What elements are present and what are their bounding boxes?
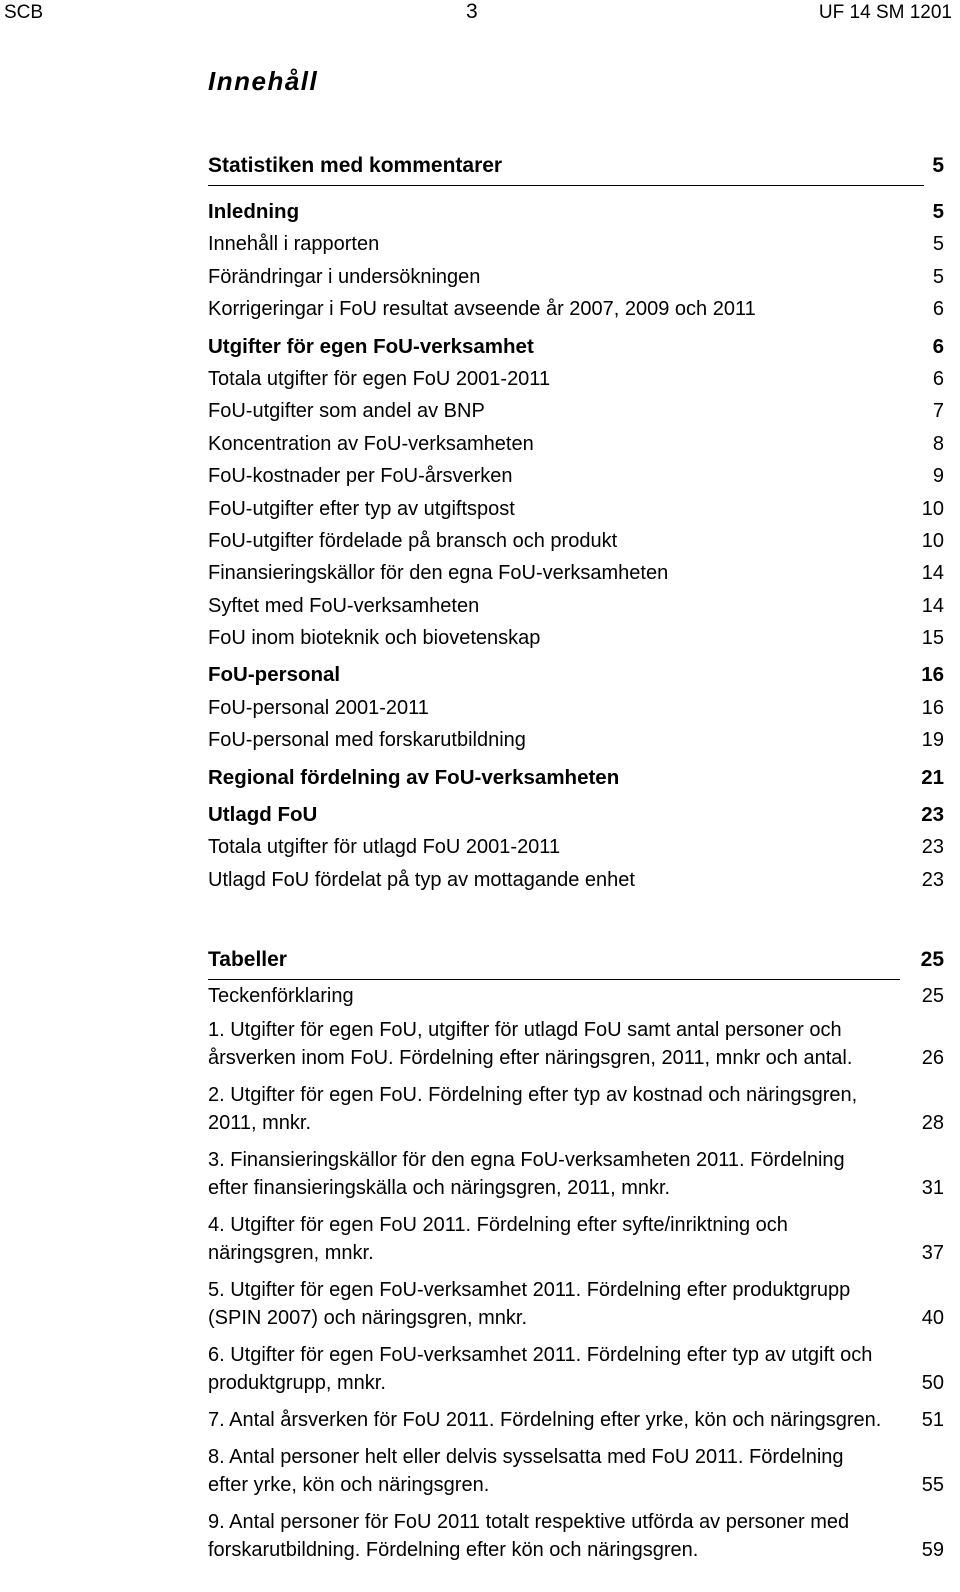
toc-title: Innehåll bbox=[208, 66, 319, 96]
toc-entry-label: FoU inom bioteknik och biovetenskap bbox=[208, 627, 541, 650]
table-entry[interactable] bbox=[208, 1211, 944, 1267]
toc-entry[interactable] bbox=[208, 460, 944, 492]
toc-entry[interactable] bbox=[208, 831, 944, 863]
table-entry-label: 8. Antal personer helt eller delvis sysselsatta med FoU 2011. Fördelning efter yrke, kön och näringsgren. bbox=[208, 1446, 844, 1496]
toc-entry-label: Inledning bbox=[208, 200, 300, 223]
table-entry[interactable] bbox=[208, 1443, 944, 1499]
toc-entry-page: 10 bbox=[921, 529, 944, 552]
table-entry-page: 59 bbox=[921, 1539, 944, 1561]
toc-entry-label: Koncentration av FoU-verksamheten bbox=[208, 432, 534, 455]
table-entries bbox=[208, 982, 944, 1573]
toc-entry-label: FoU-kostnader per FoU-årsverken bbox=[208, 465, 513, 488]
toc-entry[interactable] bbox=[208, 762, 944, 794]
header-publisher: SCB bbox=[4, 2, 44, 23]
table-entry-page: 51 bbox=[921, 1409, 944, 1431]
section-heading-page: 5 bbox=[932, 154, 944, 177]
table-entry-label: 7. Antal årsverken för FoU 2011. Fördelning efter yrke, kön och näringsgren. bbox=[208, 1409, 882, 1431]
table-entry-label: 4. Utgifter för egen FoU 2011. Fördelning efter syfte/inriktning och näringsgren, mnkr. bbox=[208, 1214, 788, 1264]
header-report-id: UF 14 SM 1201 bbox=[818, 2, 952, 23]
toc-entry-label: Förändringar i undersökningen bbox=[208, 265, 481, 288]
toc-entry-label: FoU-personal med forskarutbildning bbox=[208, 729, 526, 752]
toc-entry-page: 10 bbox=[921, 497, 944, 520]
heading-rule bbox=[208, 185, 924, 186]
toc-entry[interactable] bbox=[208, 428, 944, 460]
table-entry[interactable] bbox=[208, 1146, 944, 1202]
section-heading-page: 25 bbox=[920, 948, 944, 971]
toc-entry-page: 5 bbox=[932, 265, 944, 288]
toc-entry[interactable] bbox=[208, 395, 944, 427]
table-entry[interactable] bbox=[208, 1081, 944, 1137]
toc-entry-page: 23 bbox=[921, 836, 944, 859]
table-entry-page: 37 bbox=[921, 1242, 944, 1264]
table-entry[interactable] bbox=[208, 1016, 944, 1072]
table-entry[interactable] bbox=[208, 1508, 944, 1564]
table-entry-label: 3. Finansieringskällor för den egna FoU-verksamheten 2011. Fördelning efter finansieringskälla och näringsgren, 2011, mnkr. bbox=[208, 1149, 845, 1199]
toc-entry-page: 5 bbox=[932, 200, 944, 223]
toc-entry[interactable] bbox=[208, 692, 944, 724]
toc-entry[interactable] bbox=[208, 622, 944, 654]
toc-entry[interactable] bbox=[208, 331, 944, 363]
toc-entry-label: FoU-personal 2001-2011 bbox=[208, 696, 429, 719]
toc-entry[interactable] bbox=[208, 261, 944, 293]
toc-entry-label: FoU-utgifter som andel av BNP bbox=[208, 400, 485, 423]
toc-entry-page: 6 bbox=[932, 367, 944, 390]
table-entry-label: 9. Antal personer för FoU 2011 totalt respektive utförda av personer med forskarutbildning. Fördelning efter kön och näringsgren. bbox=[208, 1511, 850, 1561]
toc-entry-label: Syftet med FoU-verksamheten bbox=[208, 594, 480, 617]
toc-entry-label: Korrigeringar i FoU resultat avseende år 2007, 2009 och 2011 bbox=[208, 298, 756, 321]
toc-entry[interactable] bbox=[208, 724, 944, 756]
toc-entry-label: Finansieringskällor för den egna FoU-verksamheten bbox=[208, 562, 669, 585]
table-entry-label: 6. Utgifter för egen FoU-verksamhet 2011. Fördelning efter typ av utgift och produktgrupp, mnkr. bbox=[208, 1344, 873, 1394]
section-heading-stats[interactable] bbox=[208, 154, 944, 184]
toc-entry-page: 6 bbox=[932, 298, 944, 321]
toc-entry-label: FoU-utgifter efter typ av utgiftspost bbox=[208, 497, 515, 520]
table-entry-page: 40 bbox=[921, 1307, 944, 1329]
page-header bbox=[0, 0, 960, 30]
toc-entry[interactable] bbox=[208, 525, 944, 557]
toc-entry-page: 19 bbox=[921, 729, 944, 752]
toc-entry[interactable] bbox=[208, 228, 944, 260]
toc-entry-label: Totala utgifter för utlagd FoU 2001-2011 bbox=[208, 836, 561, 859]
table-entry-page: 25 bbox=[921, 985, 944, 1007]
toc-entry-page: 16 bbox=[921, 663, 944, 687]
table-entry-page: 50 bbox=[921, 1372, 944, 1394]
toc-entry-page: 21 bbox=[921, 765, 944, 789]
toc-entry-page: 8 bbox=[932, 432, 944, 455]
table-entry[interactable] bbox=[208, 982, 944, 1010]
toc-entry[interactable] bbox=[208, 864, 944, 896]
toc-entry-label: FoU-utgifter fördelade på bransch och produkt bbox=[208, 529, 618, 552]
toc-entry[interactable] bbox=[208, 196, 944, 228]
toc-entry-label: Innehåll i rapporten bbox=[208, 233, 380, 256]
table-entry-label: 5. Utgifter för egen FoU-verksamhet 2011. Fördelning efter produktgrupp (SPIN 2007) och näringsgren, mnkr. bbox=[208, 1279, 851, 1329]
table-entry[interactable] bbox=[208, 1406, 944, 1434]
toc-entry-page: 6 bbox=[932, 334, 944, 358]
toc-entry[interactable] bbox=[208, 659, 944, 691]
table-entry-page: 28 bbox=[921, 1112, 944, 1134]
table-entry[interactable] bbox=[208, 1276, 944, 1332]
toc-entry-page: 5 bbox=[932, 233, 944, 256]
table-entry-label: Teckenförklaring bbox=[208, 985, 354, 1007]
table-entry-page: 31 bbox=[921, 1177, 944, 1199]
toc-entry-page: 23 bbox=[921, 803, 944, 827]
toc-entry-label: Totala utgifter för egen FoU 2001-2011 bbox=[208, 367, 551, 390]
toc-entry-page: 23 bbox=[921, 868, 944, 891]
table-entry-page: 26 bbox=[921, 1047, 944, 1069]
toc-entry-label: Regional fördelning av FoU-verksamheten bbox=[208, 765, 620, 789]
toc-entry[interactable] bbox=[208, 557, 944, 589]
toc-entry-label: Utlagd FoU fördelat på typ av mottagande enhet bbox=[208, 868, 635, 891]
table-entry-label: 2. Utgifter för egen FoU. Fördelning efter typ av kostnad och näringsgren, 2011, mnkr. bbox=[208, 1084, 858, 1134]
toc-entry-page: 15 bbox=[921, 627, 944, 650]
toc-entry[interactable] bbox=[208, 493, 944, 525]
toc-entry-page: 9 bbox=[932, 465, 944, 488]
section-heading-label: Statistiken med kommentarer bbox=[208, 154, 503, 177]
table-entry[interactable] bbox=[208, 1341, 944, 1397]
toc-entries bbox=[208, 196, 944, 896]
toc-entry[interactable] bbox=[208, 799, 944, 831]
page-number: 3 bbox=[466, 0, 478, 23]
toc-entry-label: Utgifter för egen FoU-verksamhet bbox=[208, 334, 534, 358]
toc-entry-label: Utlagd FoU bbox=[208, 803, 318, 827]
toc-entry-page: 14 bbox=[921, 562, 944, 585]
table-entry-label: 1. Utgifter för egen FoU, utgifter för utlagd FoU samt antal personer och årsverken inom FoU. Fördelning efter näringsgren, 2011, mnkr och antal. bbox=[208, 1019, 853, 1069]
toc-entry-page: 14 bbox=[921, 594, 944, 617]
table-entry-page: 55 bbox=[921, 1474, 944, 1496]
toc-entry[interactable] bbox=[208, 590, 944, 622]
section-heading-tables[interactable] bbox=[208, 948, 944, 978]
heading-rule bbox=[208, 979, 900, 980]
toc-entry[interactable] bbox=[208, 293, 944, 325]
toc-entry-page: 7 bbox=[932, 400, 944, 423]
toc-entry-label: FoU-personal bbox=[208, 663, 341, 687]
toc-entry[interactable] bbox=[208, 363, 944, 395]
toc-entry-page: 16 bbox=[921, 696, 944, 719]
section-heading-label: Tabeller bbox=[208, 948, 287, 971]
